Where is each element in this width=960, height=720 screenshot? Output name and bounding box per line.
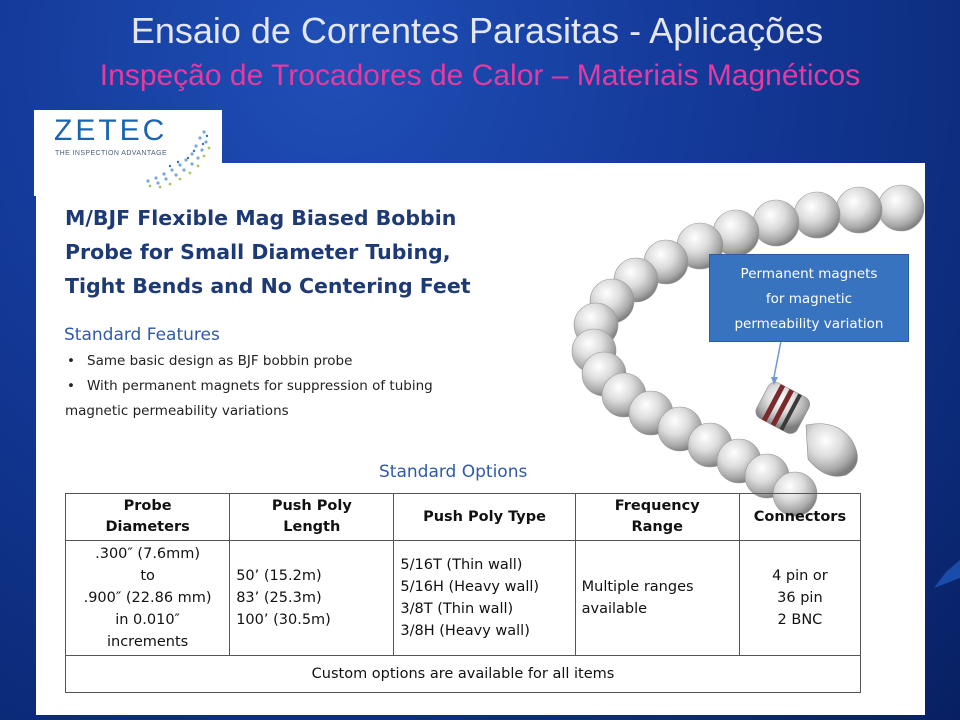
cell-line: 4 pin or [772,568,828,584]
header-frequency [575,494,739,541]
list-item [65,374,515,399]
probe-bead [753,200,799,246]
header-push-type [394,494,575,541]
slide-subtitle: Inspeção de Trocadores de Calor – Materiais Magnéticos [99,59,861,92]
cell-connectors [739,541,860,656]
cell-line: 3/8H (Heavy wall) [400,623,530,639]
table-footer-row [66,656,861,693]
table-header-row [66,494,861,541]
cell-line: 100’ (30.5m) [236,612,331,628]
probe-bead [794,192,840,238]
header-line: Push Poly [271,498,352,514]
probe-bead [878,185,924,231]
probe-bead [836,187,882,233]
header-push-length [230,494,394,541]
header-diameters [66,494,230,541]
header-connectors [739,494,860,541]
cell-line: in 0.010″ [115,612,180,628]
callout-line: for magnetic [765,291,853,307]
features-list [65,349,515,424]
feature-text: Same basic design as BJF bobbin probe [87,353,353,369]
cell-line: 50’ (15.2m) [236,568,322,584]
cell-line: 5/16T (Thin wall) [400,557,523,573]
header-line: Length [283,519,341,535]
decorative-swoosh [926,560,960,590]
table-row [66,541,861,656]
cell-line: 3/8T (Thin wall) [400,601,514,617]
product-title-line: M/BJF Flexible Mag Biased Bobbin [65,206,457,230]
features-heading: Standard Features [64,325,220,345]
cell-diameters [66,541,230,656]
cell-line: .300″ (7.6mm) [95,546,201,562]
content-panel [36,114,925,715]
cell-line: .900″ (22.86 mm) [83,590,212,606]
bullet-icon: • [67,378,75,394]
header-line: Connectors [753,508,847,525]
cell-line: 83’ (25.3m) [236,590,322,606]
bullet-icon: • [67,353,75,369]
cell-line: Multiple ranges [581,579,694,595]
product-title-line: Tight Bends and No Centering Feet [65,274,471,298]
product-title [65,201,555,303]
magnet-section [753,379,812,436]
magnet-callout [709,254,909,342]
probe-nose [806,424,857,477]
cell-push-type [394,541,575,656]
logo-tagline: THE INSPECTION ADVANTAGE [55,150,168,157]
options-table [65,493,861,693]
feature-text: With permanent magnets for suppression of tubing [87,378,433,394]
cell-line: increments [106,634,189,650]
cell-line: 5/16H (Heavy wall) [400,579,540,595]
header-line: Push Poly Type [423,508,546,525]
options-heading: Standard Options [379,462,528,482]
product-title-line: Probe for Small Diameter Tubing, [65,240,451,264]
cell-push-length [230,541,394,656]
header-line: Frequency [614,498,700,514]
header-line: Diameters [105,519,190,535]
header-line: Range [631,519,683,535]
cell-line: available [581,601,648,617]
list-item [65,349,515,374]
footer-cell: Custom options are available for all items [66,656,861,693]
header-line: Probe [123,498,172,514]
logo-wordmark: ZETEC [54,114,168,147]
logo-swoosh-icon [114,124,214,194]
cell-frequency [575,541,739,656]
zetec-logo [34,110,222,196]
slide-title: Ensaio de Correntes Parasitas - Aplicações [130,10,824,51]
callout-line: permeability variation [734,316,884,332]
cell-line: 2 BNC [777,612,823,628]
feature-continuation: magnetic permeability variations [65,403,289,419]
cell-line: to [140,568,155,584]
cell-line: 36 pin [777,590,823,606]
callout-line: Permanent magnets [740,266,878,282]
